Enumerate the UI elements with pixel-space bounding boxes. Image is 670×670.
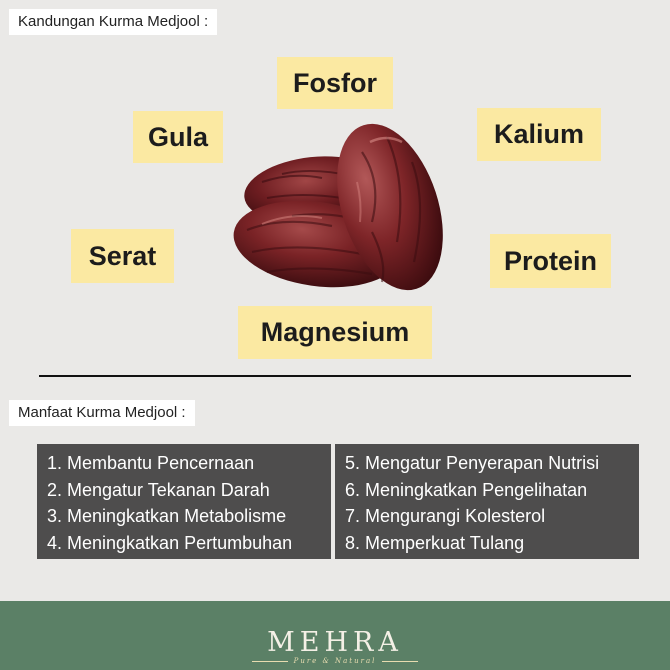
- nutrient-magnesium: Magnesium: [238, 306, 432, 359]
- nutrient-kalium: Kalium: [477, 108, 601, 161]
- benefits-box-right: [335, 444, 639, 559]
- benefit-item: 4. Meningkatkan Pertumbuhan: [47, 532, 293, 553]
- tagline-line-left: [252, 661, 288, 662]
- composition-title: Kandungan Kurma Medjool :: [9, 9, 217, 35]
- footer-bar: [0, 601, 670, 670]
- tagline-line-right: [382, 661, 418, 662]
- benefit-item: 2. Mengatur Tekanan Darah: [47, 479, 270, 500]
- benefit-item: 8. Memperkuat Tulang: [345, 532, 525, 553]
- brand-logo: MEHRA: [267, 627, 403, 658]
- medjool-dates-image: [222, 112, 448, 298]
- brand-tagline-row: [0, 657, 670, 665]
- benefits-list-right: [335, 444, 639, 556]
- section-divider: [39, 375, 631, 377]
- benefits-box-left: [37, 444, 331, 559]
- benefit-item: 7. Mengurangi Kolesterol: [345, 506, 546, 526]
- benefit-item: 6. Meningkatkan Pengelihatan: [345, 479, 588, 500]
- benefits-title: Manfaat Kurma Medjool :: [9, 400, 195, 426]
- benefit-item: 3. Meningkatkan Metabolisme: [47, 506, 287, 526]
- benefits-list-left: [37, 444, 331, 556]
- nutrient-gula: Gula: [133, 111, 223, 163]
- benefit-item: 1. Membantu Pencernaan: [47, 453, 255, 473]
- brand-tagline: Pure & Natural: [293, 657, 377, 665]
- nutrient-serat: Serat: [71, 229, 174, 283]
- benefit-item: 5. Mengatur Penyerapan Nutrisi: [345, 453, 600, 473]
- nutrient-protein: Protein: [490, 234, 611, 288]
- nutrient-fosfor: Fosfor: [277, 57, 393, 109]
